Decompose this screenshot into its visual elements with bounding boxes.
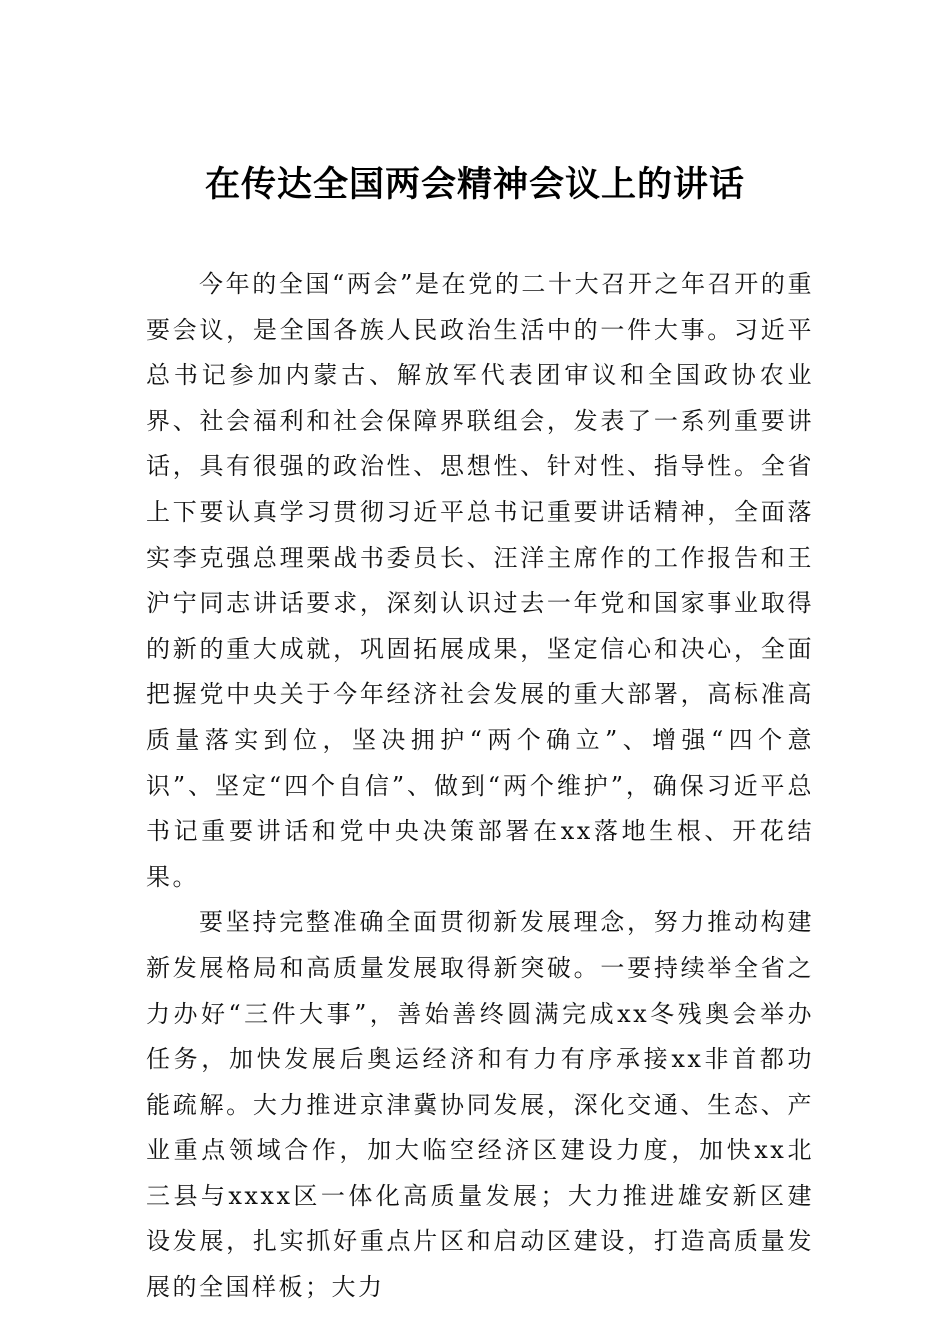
paragraph-2: 要坚持完整准确全面贯彻新发展理念，努力推动构建新发展格局和高质量发展取得新突破。一要持续举全省之力办好“三件大事”，善始善终圆满完成xx冬残奥会举办任务，加快发展后奥运经济和有力有序承接xx非首都功能疏解。大力推进京津冀协同发展，深化交通、生态、产业重点领域合作，加大临空经济区建设力度，加快xx北三县与xxxx区一体化高质量发展；大力推进雄安新区建设发展，扎实抓好重点片区和启动区建设，打造高质量发展的全国样板；大力	[146, 908, 814, 1302]
document-title: 在传达全国两会精神会议上的讲话	[204, 164, 745, 205]
document-body	[146, 262, 814, 1311]
paragraph-1: 今年的全国“两会”是在党的二十大召开之年召开的重要会议，是全国各族人民政治生活中的一件大事。习近平总书记参加内蒙古、解放军代表团审议和全国政协农业界、社会福利和社会保障界联组会，发表了一系列重要讲话，具有很强的政治性、思想性、针对性、指导性。全省上下要认真学习贯彻习近平总书记重要讲话精神，全面落实李克强总理栗战书委员长、汪洋主席作的工作报告和王沪宁同志讲话要求，深刻认识过去一年党和国家事业取得的新的重大成就，巩固拓展成果，坚定信心和决心，全面把握党中央关于今年经济社会发展的重大部署，高标准高质量落实到位，坚决拥护“两个确立”、增强“四个意识”、坚定“四个自信”、做到“两个维护”，确保习近平总书记重要讲话和党中央决策部署在xx落地生根、开花结果。	[146, 270, 814, 891]
